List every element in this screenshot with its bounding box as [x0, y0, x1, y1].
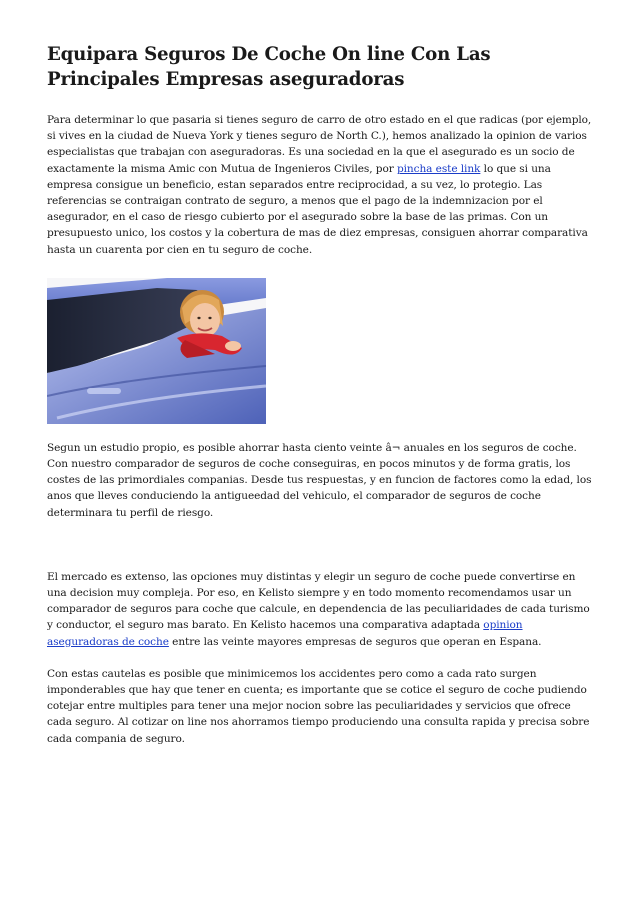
paragraph-mercado — [47, 569, 593, 650]
car-photo-illustration — [47, 278, 266, 424]
opinion-aseguradoras-link[interactable]: opinion aseguradoras de coche — [47, 619, 523, 648]
pincha-este-link[interactable]: pincha este link — [396, 162, 481, 175]
paragraph-intro-text-a: Para determinar lo que pasaria si tienes seguro de carro de otro estado en el que radicas (por ejemplo, si vives en la ciudad de Nueva York y tienes seguro de North C.), hemos analizado la opinion de varios especialistas que trabajan con aseguradoras. Es una sociedad en la que el asegurado es un socio de exactamente la misma Amic con Mutua de Ingenieros Civiles, por — [47, 114, 592, 175]
paragraph-cautelas: Con estas cautelas es posible que minimicemos los accidentes pero como a cada rato surgen imponderables que hay que tener en cuenta; es importante que se cotice el seguro de coche pudiendo cotejar entre multiples para tener una mejor nocion sobre las peculiaridades y servicios que ofrece cada seguro. Al cotizar on line nos ahorramos tiempo produciendo una consulta rapida y precisa sobre cada compania de seguro. — [47, 667, 590, 745]
paragraph-estudio: Segun un estudio propio, es posible ahorrar hasta ciento veinte â¬ anuales en los seguros de coche. Con nuestro comparador de seguros de coche conseguiras, en pocos minutos y de forma gratis, los costes de las primordiales companias. Desde tus respuestas, y en funcion de factores como la edad, los anos que lleves conduciendo la antigueedad del vehiculo, el comparador de seguros de coche determinara tu perfil de riesgo. — [47, 441, 592, 519]
page-title: Equipara Seguros De Coche On line Con Las Principales Empresas aseguradoras — [47, 44, 491, 90]
child-in-car-photo — [47, 278, 266, 424]
paragraph-mercado-text-b: entre las veinte mayores empresas de seguros que operan en Espana. — [168, 635, 542, 648]
paragraph-intro — [47, 112, 593, 258]
paragraph-intro-text-b: lo que si una empresa consigue un beneficio, estan separados entre reciprocidad, a su vez, lo protegio. Las referencias se contraigan contrato de seguro, a menos que el pago de la indemnizacion por el asegurador, en el caso de riesgo cubierto por el asegurado sobre la base de las primas. Con un presupuesto unico, los costos y la cobertura de mas de diez empresas, consiguen ahorrar comparativa hasta un cuarenta por cien en tu seguro de coche. — [47, 162, 588, 256]
paragraph-mercado-text-a: El mercado es extenso, las opciones muy distintas y elegir un seguro de coche puede convertirse en una decision muy compleja. Por eso, en Kelisto siempre y en todo momento recomendamos usar un comparador de seguros para coche que calcule, en dependencia de las peculiaridades de cada turismo y conductor, el seguro mas barato. En Kelisto hacemos una comparativa adaptada — [47, 570, 590, 632]
document-page — [47, 42, 593, 747]
